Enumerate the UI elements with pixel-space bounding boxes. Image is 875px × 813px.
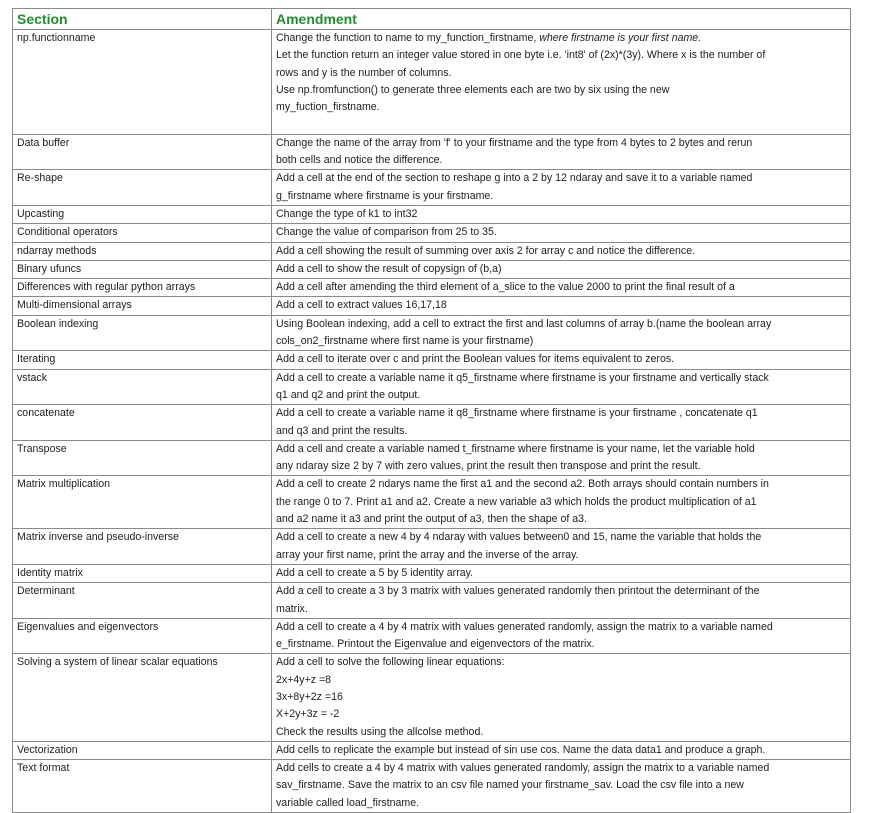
amendment-line: 3x+8y+2z =16	[276, 690, 343, 703]
amendment-line: Add a cell to create a new 4 by 4 ndaray with values between0 and 15, name the variable that holds the	[276, 531, 762, 544]
amendment-line: Add a cell to solve the following linear equations:	[276, 656, 505, 669]
amendment-line: variable called load_firstname.	[276, 796, 420, 809]
amendment-cell	[272, 741, 851, 759]
amendment-cell	[272, 205, 851, 223]
amendment-line: any ndaray size 2 by 7 with zero values, print the result then transpose and print the result.	[276, 460, 701, 473]
amendment-cell	[272, 30, 851, 135]
section-cell: Binary ufuncs	[13, 260, 272, 278]
amendment-line: Add a cell to create a 5 by 5 identity array.	[276, 566, 474, 579]
section-cell: Transpose	[13, 440, 272, 476]
amendment-line: Check the results using the allcolse method.	[276, 725, 484, 738]
amendment-cell	[272, 476, 851, 529]
section-cell: Matrix multiplication	[13, 476, 272, 529]
table-row	[13, 654, 851, 741]
section-cell: Matrix inverse and pseudo-inverse	[13, 529, 272, 565]
amendment-cell	[272, 315, 851, 351]
section-cell: Iterating	[13, 351, 272, 369]
table-row	[13, 30, 851, 135]
amendment-line: both cells and notice the difference.	[276, 154, 443, 167]
section-cell: concatenate	[13, 405, 272, 441]
table-row	[13, 760, 851, 813]
amendment-line: X+2y+3z = -2	[276, 708, 340, 721]
amendment-line: Let the function return an integer value stored in one byte i.e. 'int8' of (2x)*(3y). Where x is the number of	[276, 49, 766, 62]
amendment-cell	[272, 405, 851, 441]
section-cell: Determinant	[13, 583, 272, 619]
section-cell: Data buffer	[13, 134, 272, 170]
amendment-cell	[272, 564, 851, 582]
table-row	[13, 170, 851, 206]
table-row	[13, 205, 851, 223]
table-row	[13, 315, 851, 351]
amendment-cell	[272, 242, 851, 260]
amendment-cell	[272, 529, 851, 565]
amendment-line: Change the function to name to my_function_firstname, where firstname is your first name.	[276, 32, 702, 44]
amendment-line: Add a cell at the end of the section to reshape g into a 2 by 12 ndaray and save it to a variable named	[276, 172, 753, 185]
table-body	[13, 30, 851, 813]
amendment-line: Using Boolean indexing, add a cell to extract the first and last columns of array b.(name the boolean array	[276, 317, 772, 330]
amendment-cell	[272, 279, 851, 297]
section-cell: Conditional operators	[13, 224, 272, 242]
amendment-line: the range 0 to 7. Print a1 and a2. Create a new variable a3 which holds the product multiplication of a1	[276, 495, 757, 508]
amendment-cell	[272, 224, 851, 242]
amendment-line: Add a cell and create a variable named t_firstname where firstname is your name, let the variable hold	[276, 442, 755, 455]
section-cell: ndarray methods	[13, 242, 272, 260]
section-cell: Identity matrix	[13, 564, 272, 582]
section-cell: Re-shape	[13, 170, 272, 206]
table-row	[13, 279, 851, 297]
amendment-cell	[272, 440, 851, 476]
amendment-cell	[272, 297, 851, 315]
table-row	[13, 741, 851, 759]
amendment-line: g_firstname where firstname is your firstname.	[276, 189, 494, 202]
section-cell: Upcasting	[13, 205, 272, 223]
amendment-line: q1 and q2 and print the output.	[276, 388, 421, 401]
section-cell: Solving a system of linear scalar equations	[13, 654, 272, 741]
section-cell: Vectorization	[13, 741, 272, 759]
amendment-line: Use np.fromfunction() to generate three elements each are two by six using the new	[276, 83, 670, 96]
amendment-line: matrix.	[276, 602, 308, 615]
amendment-column-header: Amendment	[272, 9, 851, 30]
amendment-line: cols_on2_firstname where first name is your firstname)	[276, 335, 534, 348]
section-cell: np.functionname	[13, 30, 272, 135]
amendment-line: my_fuction_firstname.	[276, 101, 380, 114]
table-row	[13, 351, 851, 369]
amendment-cell	[272, 583, 851, 619]
table-header-row	[13, 9, 851, 30]
amendments-table	[12, 8, 851, 813]
amendment-line: Change the type of k1 to int32	[276, 207, 418, 220]
amendment-line: array your first name, print the array and the inverse of the array.	[276, 548, 579, 561]
amendment-line: 2x+4y+z =8	[276, 673, 332, 686]
amendment-cell	[272, 618, 851, 654]
amendment-line: sav_firstname. Save the matrix to an csv file named your firstname_sav. Load the csv file into a new	[276, 779, 744, 792]
amendment-line: Add a cell to create a variable name it q8_firstname where firstname is your firstname , concatenate q1	[276, 407, 758, 420]
amendment-cell	[272, 369, 851, 405]
table-row	[13, 476, 851, 529]
table-row	[13, 297, 851, 315]
amendment-cell	[272, 134, 851, 170]
section-cell: vstack	[13, 369, 272, 405]
table-row	[13, 564, 851, 582]
amendment-line: Add a cell after amending the third element of a_slice to the value 2000 to print the final result of a	[276, 281, 735, 294]
section-cell: Text format	[13, 760, 272, 813]
table-row	[13, 224, 851, 242]
amendment-line: Add cells to replicate the example but instead of sin use cos. Name the data data1 and produce a graph.	[276, 743, 766, 756]
amendment-line: Add a cell to create a 3 by 3 matrix with values generated randomly then printout the determinant of the	[276, 585, 760, 598]
amendment-cell	[272, 654, 851, 741]
section-cell: Boolean indexing	[13, 315, 272, 351]
amendment-line: Add a cell to iterate over c and print the Boolean values for items equivalent to zeros.	[276, 353, 675, 366]
table-row	[13, 583, 851, 619]
amendment-cell	[272, 170, 851, 206]
table-row	[13, 369, 851, 405]
amendment-line: Add a cell showing the result of summing over axis 2 for array c and notice the difference.	[276, 244, 696, 257]
amendment-line	[276, 116, 846, 133]
amendment-cell	[272, 260, 851, 278]
amendment-line: Add a cell to extract values 16,17,18	[276, 299, 447, 312]
amendment-line: Add a cell to show the result of copysign of (b,a)	[276, 262, 502, 275]
section-cell: Multi-dimensional arrays	[13, 297, 272, 315]
amendment-cell	[272, 760, 851, 813]
amendment-line: e_firstname. Printout the Eigenvalue and eigenvectors of the matrix.	[276, 638, 595, 651]
amendment-line: Add a cell to create a variable name it q5_firstname where firstname is your firstname and vertically stack	[276, 371, 769, 384]
section-cell: Eigenvalues and eigenvectors	[13, 618, 272, 654]
table-row	[13, 440, 851, 476]
amendment-line: Change the name of the array from 'f' to your firstname and the type from 4 bytes to 2 bytes and rerun	[276, 136, 753, 149]
amendment-line: Add a cell to create 2 ndarys name the first a1 and the second a2. Both arrays should contain numbers in	[276, 478, 769, 491]
table-row	[13, 134, 851, 170]
section-cell: Differences with regular python arrays	[13, 279, 272, 297]
table-row	[13, 260, 851, 278]
table-row	[13, 242, 851, 260]
amendment-line: Add a cell to create a 4 by 4 matrix with values generated randomly, assign the matrix to a variable named	[276, 620, 773, 633]
table-row	[13, 529, 851, 565]
table-row	[13, 618, 851, 654]
amendment-line: rows and y is the number of columns.	[276, 66, 452, 79]
section-column-header: Section	[13, 9, 272, 30]
table-row	[13, 405, 851, 441]
amendment-line: and q3 and print the results.	[276, 424, 408, 437]
amendment-line: and a2 name it a3 and print the output of a3, then the shape of a3.	[276, 513, 587, 526]
amendment-line: Add cells to create a 4 by 4 matrix with values generated randomly, assign the matrix to a variable named	[276, 762, 770, 775]
amendment-cell	[272, 351, 851, 369]
amendment-line: Change the value of comparison from 25 to 35.	[276, 226, 497, 239]
